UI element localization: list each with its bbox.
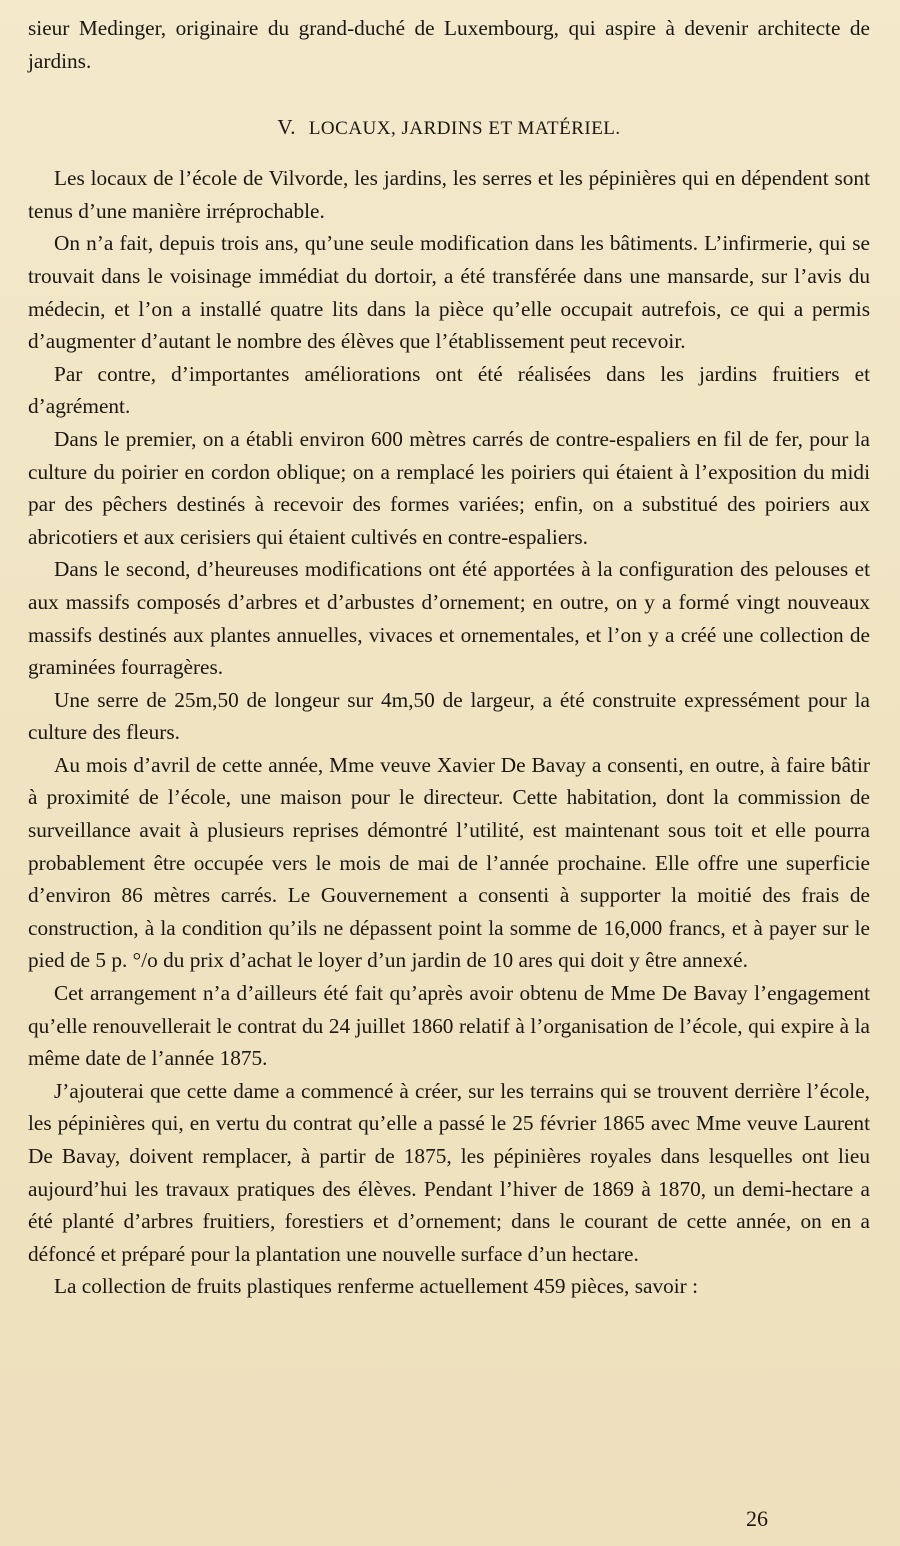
opening-paragraph: sieur Medinger, originaire du grand-duché de Luxembourg, qui aspire à devenir architecte de jardins. xyxy=(28,16,870,73)
section-title: LOCAUX, JARDINS ET MATÉRIEL. xyxy=(308,118,621,140)
page-number: 26 xyxy=(746,1506,768,1531)
paragraph: On n’a fait, depuis trois ans, qu’une seule modification dans les bâtiments. L’infirmerie, qui se trouvait dans le voisinage immédiat du dortoir, a été transférée dans une mansarde, sur l’avis du médecin, et l’on a installé quatre lits dans la pièce qu’elle occupait autrefois, ce qui a permis d’augmenter d’autant le nombre des élèves que l’établissement peut recevoir. xyxy=(28,231,870,354)
section-number: V. xyxy=(277,115,297,140)
paragraph: Dans le premier, on a établi environ 600 mètres carrés de contre-espaliers en fil de fer, pour la culture du poirier en cordon oblique; on a remplacé les poiriers qui étaient à l’exposition du midi par des pêchers destinés à recevoir des formes variées; enfin, on a substitué des poiriers aux abricotiers et aux cerisiers qui étaient cultivés en contre-espaliers. xyxy=(28,426,870,549)
paragraph: Par contre, d’importantes améliorations ont été réalisées dans les jardins fruitiers et d’agrément. xyxy=(28,361,870,419)
paragraph: Au mois d’avril de cette année, Mme veuve Xavier De Bavay a consenti, en outre, à faire bâtir à proximité de l’école, une maison pour le directeur. Cette habitation, dont la commission de surveillance avait à plusieurs reprises démontré l’utilité, est maintenant sous toit et elle pourra probablement être occupée vers le mois de mai de l’année prochaine. Elle offre une superficie d’environ 86 mètres carrés. Le Gouvernement a consenti à supporter la moitié des frais de construction, à la condition qu’ils ne dépassent point la somme de 16,000 francs, et à payer sur le pied de 5 p. °/o du prix d’achat le loyer d’un jardin de 10 ares qui doit y être annexé. xyxy=(28,752,870,973)
paragraph: Dans le second, d’heureuses modifications ont été apportées à la configuration des pelouses et aux massifs composés d’arbres et d’arbustes d’ornement; en outre, on y a formé vingt nouveaux massifs destinés aux plantes annuelles, vivaces et ornementales, et l’on y a créé une collection de graminées fourragères. xyxy=(28,557,870,680)
section-heading xyxy=(28,115,870,140)
paragraph: Les locaux de l’école de Vilvorde, les jardins, les serres et les pépinières qui en dépendent sont tenus d’une manière irréprochable. xyxy=(28,166,870,223)
paragraph: La collection de fruits plastiques renferme actuellement 459 pièces, savoir : xyxy=(54,1274,698,1299)
paragraph: J’ajouterai que cette dame a commencé à créer, sur les terrains qui se trouvent derrière l’école, les pépinières qui, en vertu du contrat qu’elle a passé le 25 février 1865 avec Mme veuve Laurent De Bavay, doivent remplacer, à partir de 1875, les pépinières royales dans lesquelles ont lieu aujourd’hui les travaux pratiques des élèves. Pendant l’hiver de 1869 à 1870, un demi-hectare a été planté d’arbres fruitiers, forestiers et d’ornement; dans le courant de cette année, on en a défoncé et préparé pour la plantation une nouvelle surface d’un hectare. xyxy=(28,1078,870,1266)
paragraph: Cet arrangement n’a d’ailleurs été fait qu’après avoir obtenu de Mme De Bavay l’engagement qu’elle renouvellerait le contrat du 24 juillet 1860 relatif à l’organisation de l’école, qui expire à la même date de l’année 1875. xyxy=(28,981,870,1071)
paragraph: Une serre de 25m,50 de longeur sur 4m,50 de largeur, a été construite expressément pour la culture des fleurs. xyxy=(28,687,870,745)
